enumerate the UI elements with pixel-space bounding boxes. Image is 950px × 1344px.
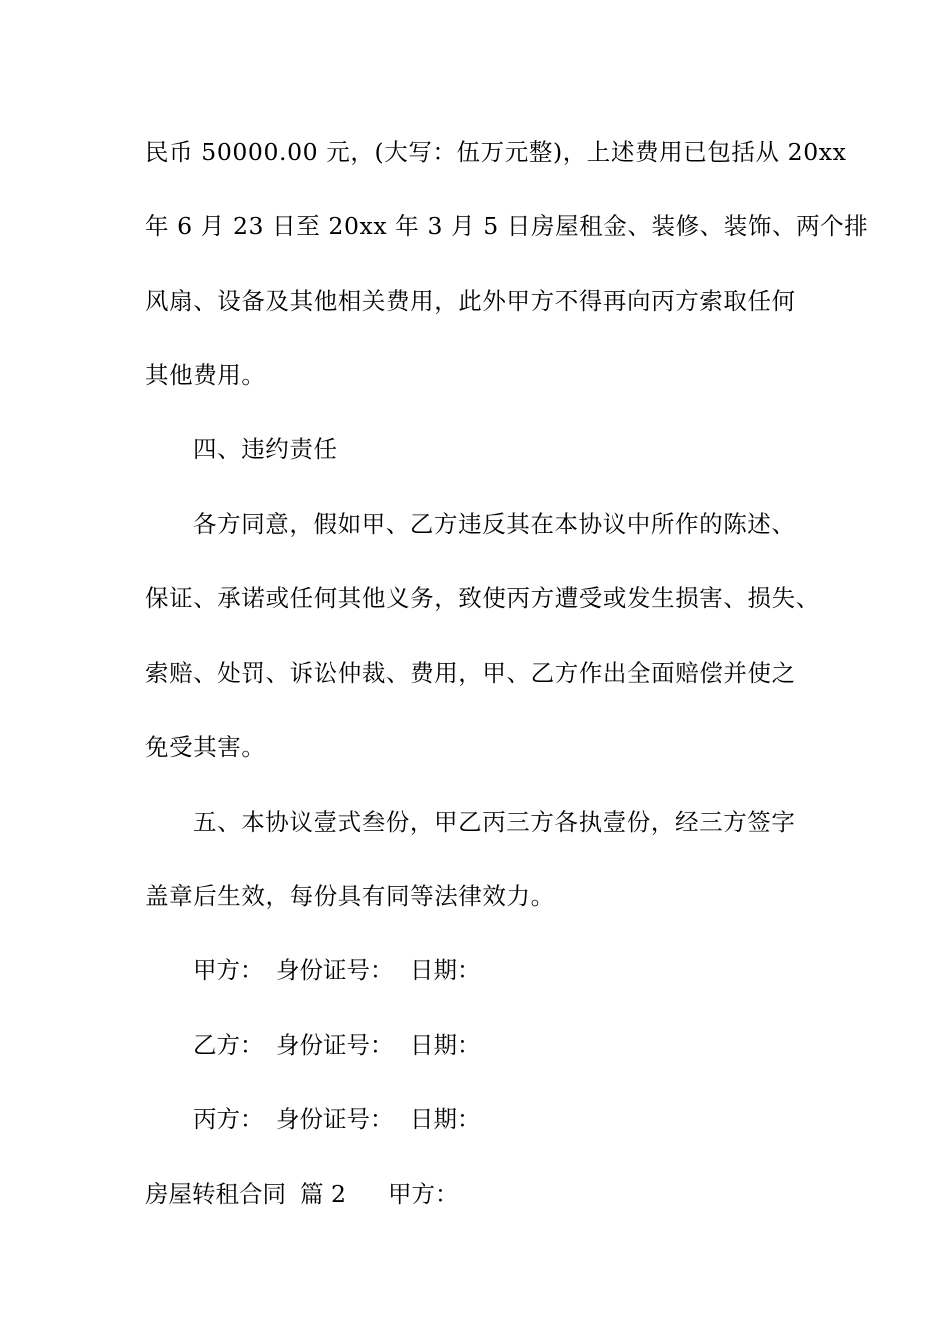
signature-row-party-a bbox=[193, 955, 481, 985]
contract-party-label: 甲方： bbox=[388, 1180, 459, 1208]
signature-date-label: 日期： bbox=[410, 956, 481, 984]
paragraph-line: 其他费用。 bbox=[145, 361, 266, 389]
signature-date-label: 日期： bbox=[410, 1031, 481, 1059]
signature-row-party-b bbox=[193, 1030, 481, 1060]
paragraph-line: 盖章后生效，每份具有同等法律效力。 bbox=[145, 882, 555, 910]
signature-party-label: 乙方： bbox=[193, 1031, 264, 1059]
signature-party-label: 甲方： bbox=[193, 956, 264, 984]
contract-section-number: 篇 2 bbox=[300, 1180, 346, 1208]
signature-row-party-c bbox=[193, 1104, 481, 1134]
paragraph-line: 索赔、处罚、诉讼仲裁、费用，甲、乙方作出全面赔偿并使之 bbox=[145, 659, 796, 687]
signature-id-label: 身份证号： bbox=[276, 956, 394, 984]
contract-title: 房屋转租合同 bbox=[145, 1180, 286, 1208]
paragraph-line: 各方同意，假如甲、乙方违反其在本协议中所作的陈述、 bbox=[193, 510, 796, 538]
paragraph-line: 保证、承诺或任何其他义务，致使丙方遭受或发生损害、损失、 bbox=[145, 584, 820, 612]
paragraph-line: 风扇、设备及其他相关费用，此外甲方不得再向丙方索取任何 bbox=[145, 287, 796, 315]
next-contract-heading bbox=[145, 1179, 459, 1209]
signature-date-label: 日期： bbox=[410, 1105, 481, 1133]
signature-id-label: 身份证号： bbox=[276, 1031, 394, 1059]
signature-party-label: 丙方： bbox=[193, 1105, 264, 1133]
signature-id-label: 身份证号： bbox=[276, 1105, 394, 1133]
paragraph-line: 民币 50000.00 元，(大写：伍万元整)，上述费用已包括从 20xx bbox=[145, 138, 847, 166]
paragraph-line: 年 6 月 23 日至 20xx 年 3 月 5 日房屋租金、装修、装饰、两个排 bbox=[145, 212, 869, 240]
section-heading-copies: 五、本协议壹式叁份，甲乙丙三方各执壹份，经三方签字 bbox=[193, 808, 796, 836]
section-heading-breach: 四、违约责任 bbox=[193, 435, 338, 463]
paragraph-line: 免受其害。 bbox=[145, 733, 266, 761]
